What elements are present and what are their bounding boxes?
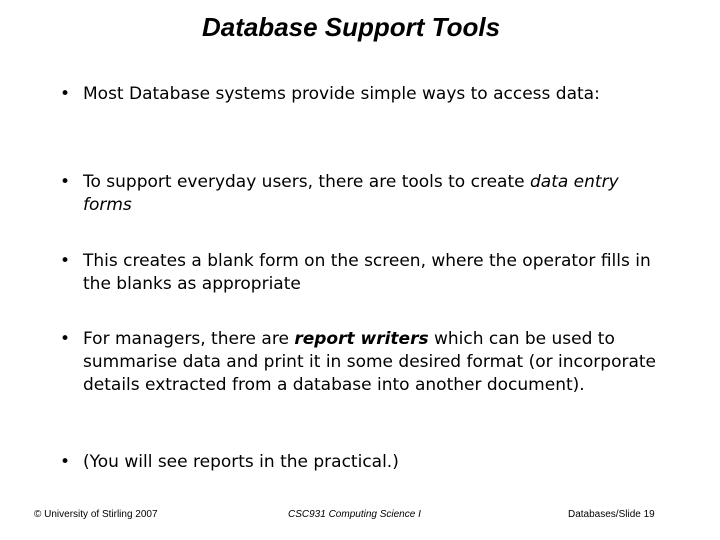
bullet-text (60, 328, 670, 397)
footer-copyright: © University of Stirling 2007 (34, 509, 158, 520)
bullet-marker: • (60, 329, 71, 349)
bullet-text-part: which can be used to summarise data and print it in some desired format (or incorporate details extracted from a database into another document). (83, 329, 657, 395)
bullet-item (60, 83, 670, 106)
slide-title: Database Support Tools (201, 12, 501, 42)
bullet-item (60, 451, 670, 474)
bullet-marker: • (60, 172, 71, 192)
bullet-text-part: To support everyday users, there are tools to create (83, 172, 530, 192)
bullet-item (60, 171, 670, 217)
bullet-text: (You will see reports in the practical.) (83, 452, 399, 472)
footer-slide-number: Databases/Slide 19 (568, 509, 655, 520)
bullet-emphasis: report writers (294, 329, 429, 349)
bullet-text: Most Database systems provide simple ways to access data: (83, 84, 600, 104)
bullet-marker: • (60, 452, 71, 472)
bullet-item (60, 250, 670, 296)
bullet-text (60, 171, 670, 217)
bullet-text-part: For managers, there are (83, 329, 295, 349)
bullet-emphasis: data entry forms (83, 172, 619, 215)
bullet-marker: • (60, 84, 71, 104)
footer-course: CSC931 Computing Science I (288, 509, 421, 520)
bullet-item (60, 328, 670, 397)
bullet-text: This creates a blank form on the screen, where the operator fills in the blanks as appropriate (83, 251, 651, 294)
bullet-marker: • (60, 251, 71, 271)
